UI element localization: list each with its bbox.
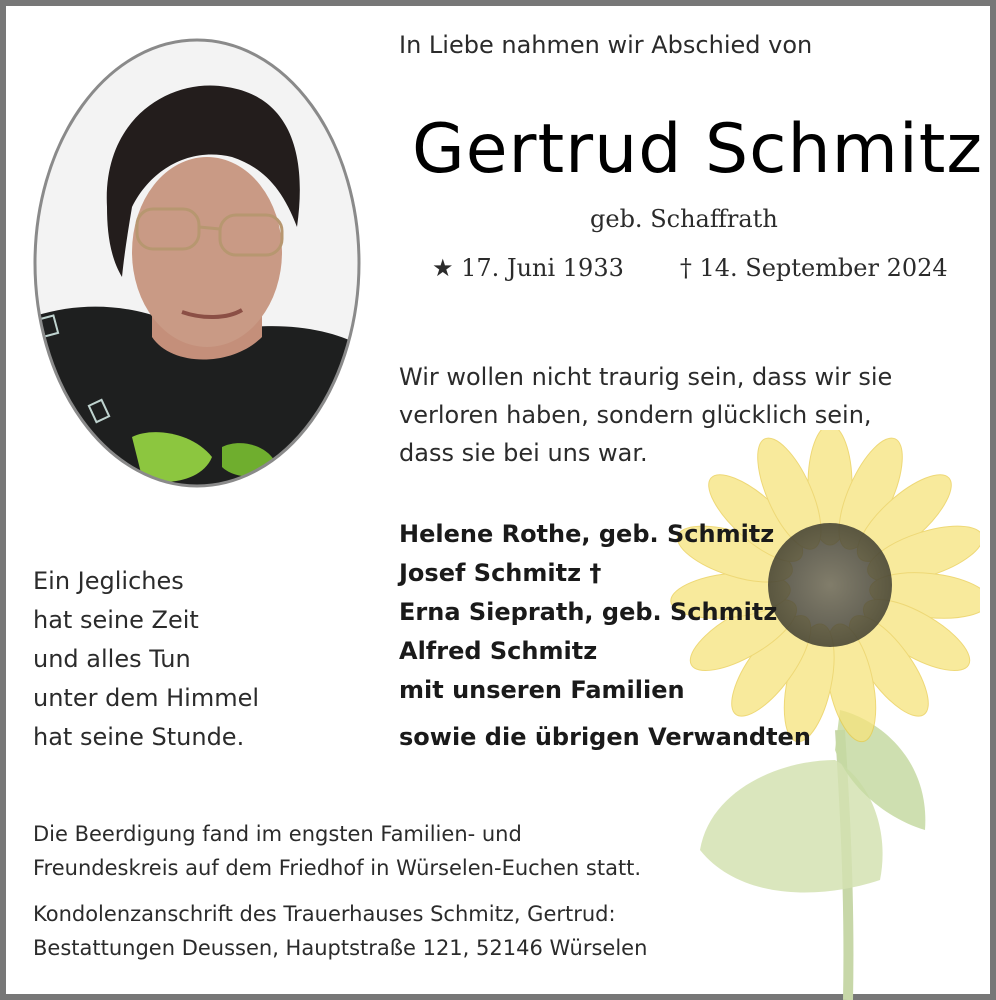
quote-line: Wir wollen nicht traurig sein, dass wir sie bbox=[399, 363, 893, 391]
mourner: Erna Sieprath, geb. Schmitz bbox=[399, 598, 778, 626]
verse-line: hat seine Zeit bbox=[33, 606, 199, 634]
verse-line: Ein Jegliches bbox=[33, 567, 184, 595]
funeral-line: Die Beerdigung fand im engsten Familien- und bbox=[33, 822, 522, 846]
quote-line: verloren haben, sondern glücklich sein, bbox=[399, 401, 872, 429]
verse-line: hat seine Stunde. bbox=[33, 723, 245, 751]
condolence-address bbox=[33, 897, 647, 965]
mourner: mit unseren Familien bbox=[399, 676, 685, 704]
mourner: sowie die übrigen Verwandten bbox=[399, 723, 811, 751]
condolence-line: Bestattungen Deussen, Hauptstraße 121, 52146 Würselen bbox=[33, 936, 648, 960]
verse-line: und alles Tun bbox=[33, 645, 191, 673]
quote-line: dass sie bei uns war. bbox=[399, 439, 648, 467]
life-dates bbox=[432, 254, 948, 282]
funeral-info bbox=[33, 817, 641, 885]
funeral-line: Freundeskreis auf dem Friedhof in Würselen-Euchen statt. bbox=[33, 856, 642, 880]
condolence-line: Kondolenzanschrift des Trauerhauses Schmitz, Gertrud: bbox=[33, 902, 616, 926]
birth-name: geb. Schaffrath bbox=[590, 205, 778, 233]
death-date: † 14. September 2024 bbox=[679, 254, 948, 282]
bible-verse bbox=[33, 562, 259, 757]
birth-date: ★ 17. Juni 1933 bbox=[432, 254, 624, 282]
mourner: Alfred Schmitz bbox=[399, 637, 598, 665]
deceased-name: Gertrud Schmitz bbox=[412, 110, 984, 189]
mourner: Helene Rothe, geb. Schmitz bbox=[399, 520, 775, 548]
mourner: Josef Schmitz † bbox=[399, 559, 602, 587]
intro-text: In Liebe nahmen wir Abschied von bbox=[399, 31, 813, 59]
verse-line: unter dem Himmel bbox=[33, 684, 260, 712]
mourners-list bbox=[399, 515, 811, 757]
quote bbox=[399, 358, 892, 472]
portrait-photo bbox=[32, 37, 362, 489]
